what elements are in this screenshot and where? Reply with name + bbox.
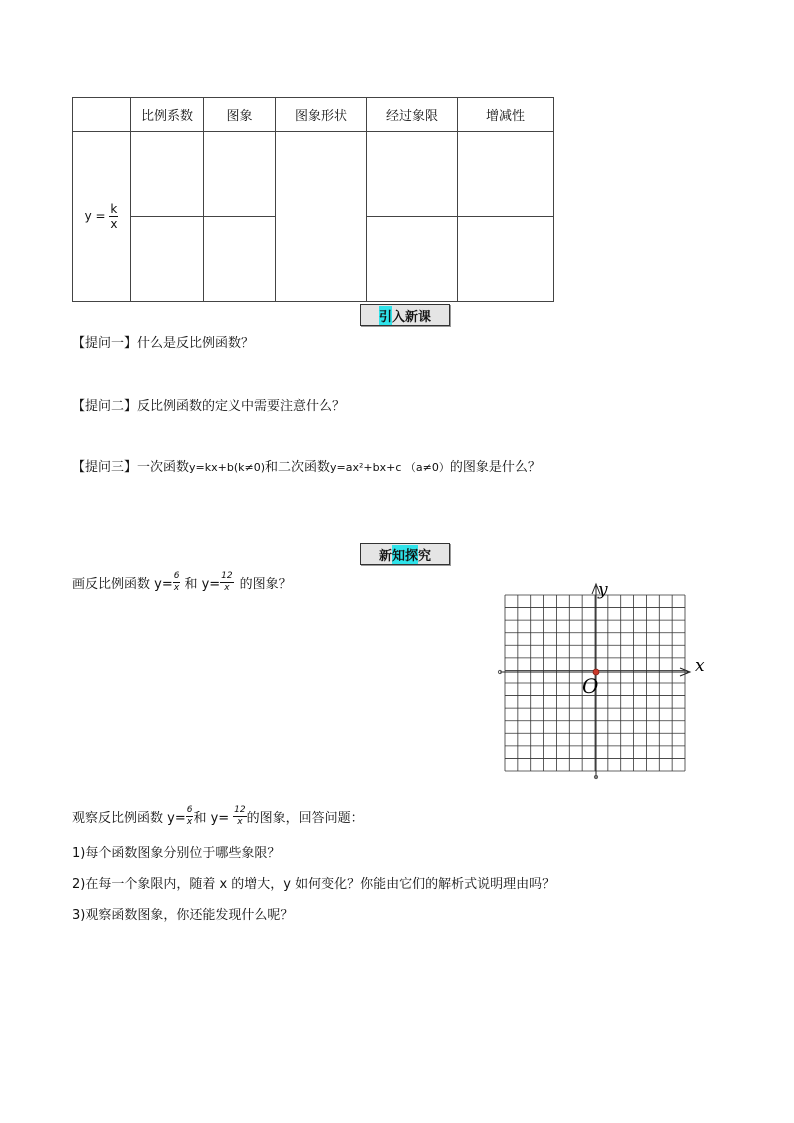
- function-fraction: [109, 203, 118, 230]
- fraction-12-over-x: [220, 572, 233, 593]
- table-cell[interactable]: [458, 217, 554, 302]
- badge-text: 入新课: [392, 309, 432, 325]
- fraction-denominator: x: [110, 217, 118, 231]
- table-cell[interactable]: [367, 132, 458, 217]
- observe-text: 和 y=: [193, 811, 230, 826]
- fraction-denominator: x: [186, 817, 193, 827]
- question-1: [72, 332, 254, 351]
- function-label-cell: [73, 132, 131, 302]
- badge-text: 究: [418, 548, 432, 564]
- task-text: 的图象？: [239, 577, 292, 592]
- badge-text: 新: [378, 548, 392, 564]
- table-header-cell: [73, 98, 131, 132]
- table-header-cell: 增减性: [458, 98, 554, 132]
- fraction-denominator: x: [237, 817, 243, 827]
- table-cell[interactable]: [131, 132, 204, 217]
- table-cell[interactable]: [131, 217, 204, 302]
- table-header-row: [73, 98, 554, 132]
- summary-table: [72, 97, 554, 302]
- table-row: [73, 132, 554, 217]
- table-header-cell: 经过象限: [367, 98, 458, 132]
- observe-text: 观察反比例函数 y=: [72, 811, 186, 826]
- fraction-denominator: x: [224, 583, 230, 593]
- observe-question-1: 1)每个函数图象分别位于哪些象限？: [72, 846, 281, 861]
- fraction-12-over-x: [233, 806, 246, 827]
- question-text: 的图象是什么？: [449, 460, 541, 475]
- fraction-numerator: 6: [186, 805, 193, 815]
- observe-question-2: 2)在每一个象限内，随着 x 的增大，y 如何变化？你能由它们的解析式说明理由吗？: [72, 877, 556, 892]
- fraction-numerator: 12: [221, 571, 233, 581]
- question-label: 【提问二】: [72, 399, 138, 414]
- table-cell[interactable]: [204, 132, 276, 217]
- section-badge-intro: [360, 304, 450, 326]
- x-axis-label: x: [695, 656, 705, 676]
- question-text: 反比例函数的定义中需要注意什么？: [137, 399, 346, 414]
- table-cell[interactable]: [458, 132, 554, 217]
- fraction-numerator: 12: [234, 805, 246, 815]
- badge-highlight: 知探: [392, 545, 418, 564]
- observe-question-3: 3)观察函数图象，你还能发现什么呢？: [72, 908, 294, 923]
- question-text: 一次函数: [137, 460, 190, 475]
- section-badge-explore: [360, 543, 450, 565]
- question-text: 和二次函数: [265, 460, 331, 475]
- question-2: [72, 395, 345, 414]
- question-label: 【提问三】: [72, 460, 138, 475]
- question-3: [72, 456, 541, 475]
- question-label: 【提问一】: [72, 336, 138, 351]
- table-cell[interactable]: [367, 217, 458, 302]
- observe-intro: [72, 806, 364, 827]
- fraction-numerator: 6: [173, 571, 180, 581]
- badge-highlight: 引: [379, 306, 392, 325]
- quadratic-formula: y=ax²+bx+c （a≠0）: [330, 461, 450, 474]
- fraction-numerator: k: [110, 202, 118, 216]
- table-cell[interactable]: [204, 217, 276, 302]
- origin-label: O: [582, 674, 599, 698]
- task-text: 和 y=: [184, 577, 221, 592]
- fraction-6-over-x: [186, 806, 194, 827]
- y-axis-label: y: [598, 580, 608, 600]
- task-text: 画反比例函数 y=: [72, 577, 173, 592]
- coordinate-grid[interactable]: [490, 578, 720, 783]
- linear-formula: y=kx+b(k≠0): [189, 461, 266, 474]
- fraction-6-over-x: [173, 572, 181, 593]
- table-cell[interactable]: [276, 132, 367, 302]
- question-text: 什么是反比例函数？: [137, 336, 255, 351]
- table-header-cell: 比例系数: [131, 98, 204, 132]
- table-header-cell: 图象: [204, 98, 276, 132]
- table-header-cell: 图象形状: [276, 98, 367, 132]
- draw-task: [72, 572, 292, 593]
- fraction-denominator: x: [173, 583, 180, 593]
- function-prefix: y =: [84, 209, 106, 223]
- observe-text: 的图象，回答问题：: [246, 811, 364, 826]
